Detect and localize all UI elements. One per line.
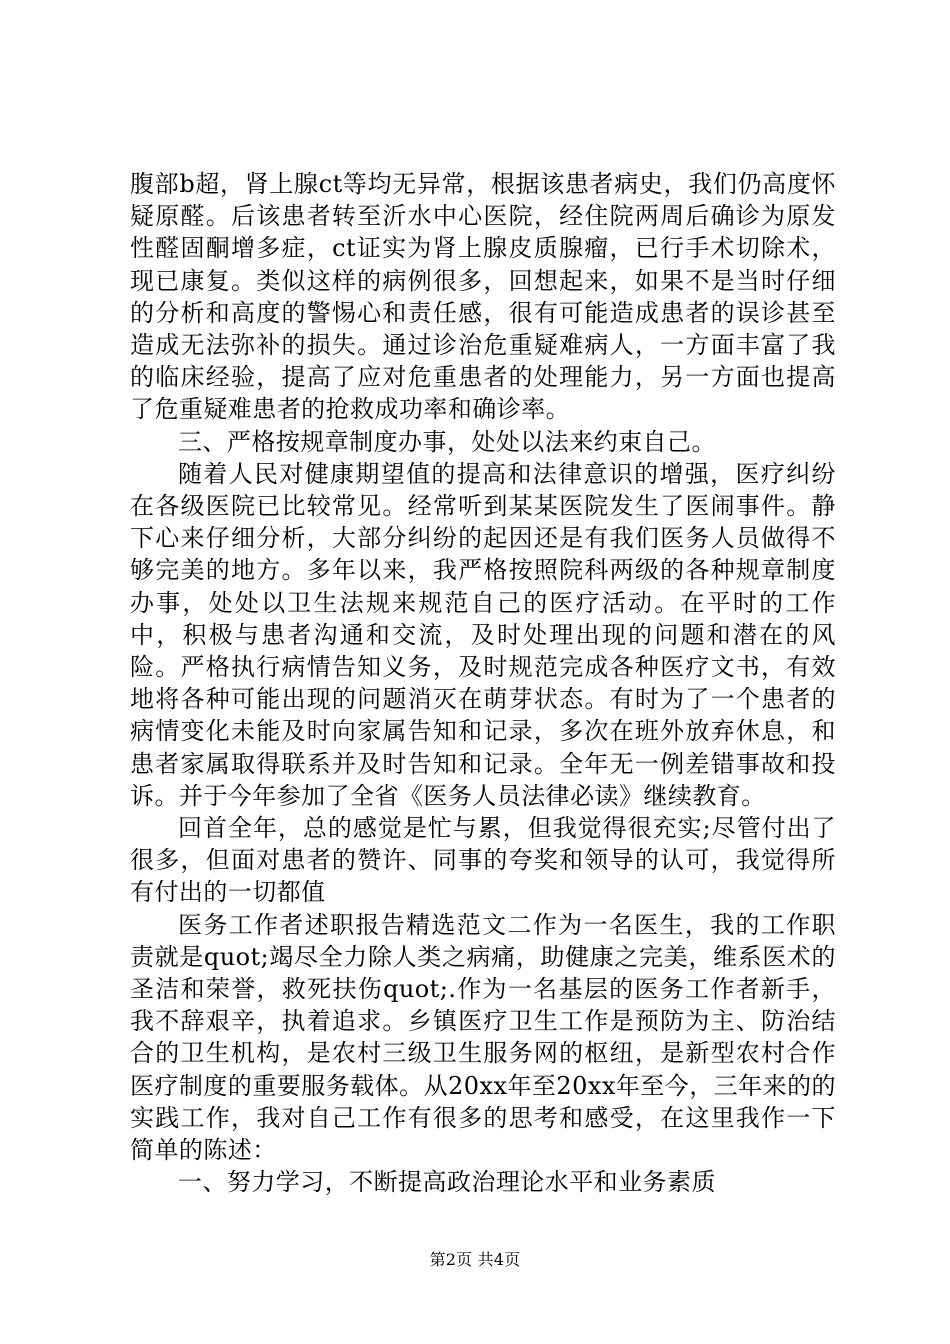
section-heading-1: 一、努力学习，不断提高政治理论水平和业务素质 (178, 1168, 716, 1197)
paragraph-year-review: 回首全年，总的感觉是忙与累，但我觉得很充实;尽管付出了很多，但面对患者的赞许、同事的夸奖和领导的认可，我觉得所有付出的一切都值 (130, 814, 836, 907)
paragraph-continuation: 腹部b超，肾上腺ct等均无异常，根据该患者病史，我们仍高度怀疑原醛。后该患者转至沂水中心医院，经住院两周后确诊为原发性醛固酮增多症，ct证实为肾上腺皮质腺瘤，已行手术切除术，现已康复。类似这样的病例很多，回想起来，如果不是当时仔细的分析和高度的警惕心和责任感，很有可能造成患者的误诊甚至造成无法弥补的损失。通过诊治危重疑难病人，一方面丰富了我的临床经验，提高了应对危重患者的处理能力，另一方面也提高了危重疑难患者的抢救成功率和确诊率。 (130, 170, 836, 424)
page-footer (0, 1250, 950, 1270)
page-number-label: 第2页 共4页 (429, 1250, 521, 1269)
paragraph-medical-disputes: 随着人民对健康期望值的提高和法律意识的增强，医疗纠纷在各级医院已比较常见。经常听到某某医院发生了医闹事件。静下心来仔细分析，大部分纠纷的起因还是有我们医务人员做得不够完美的地方。多年以来，我严格按照院科两级的各种规章制度办事，处处以卫生法规来规范自己的医疗活动。在平时的工作中，积极与患者沟通和交流，及时处理出现的问题和潜在的风险。严格执行病情告知义务，及时规范完成各种医疗文书，有效地将各种可能出现的问题消灭在萌芽状态。有时为了一个患者的病情变化未能及时向家属告知和记录，多次在班外放弃休息，和患者家属取得联系并及时告知和记录。全年无一例差错事故和投诉。并于今年参加了全省《医务人员法律必读》继续教育。 (130, 459, 836, 810)
section-heading-3: 三、严格按规章制度办事，处处以法来约束自己。 (178, 427, 716, 456)
paragraph-sample-two: 医务工作者述职报告精选范文二作为一名医生，我的工作职责就是quot;竭尽全力除人类之病痛，助健康之完美，维系医术的圣洁和荣誉，救死扶伤quot;.作为一名基层的医务工作者新手，我不辞艰辛，执着追求。乡镇医疗卫生工作是预防为主、防治结合的卫生机构，是农村三级卫生服务网的枢纽，是新型农村合作医疗制度的重要服务载体。从20xx年至20xx年至今，三年来的的实践工作，我对自己工作有很多的思考和感受，在这里我作一下简单的陈述： (130, 910, 836, 1165)
document-body (130, 168, 836, 1199)
